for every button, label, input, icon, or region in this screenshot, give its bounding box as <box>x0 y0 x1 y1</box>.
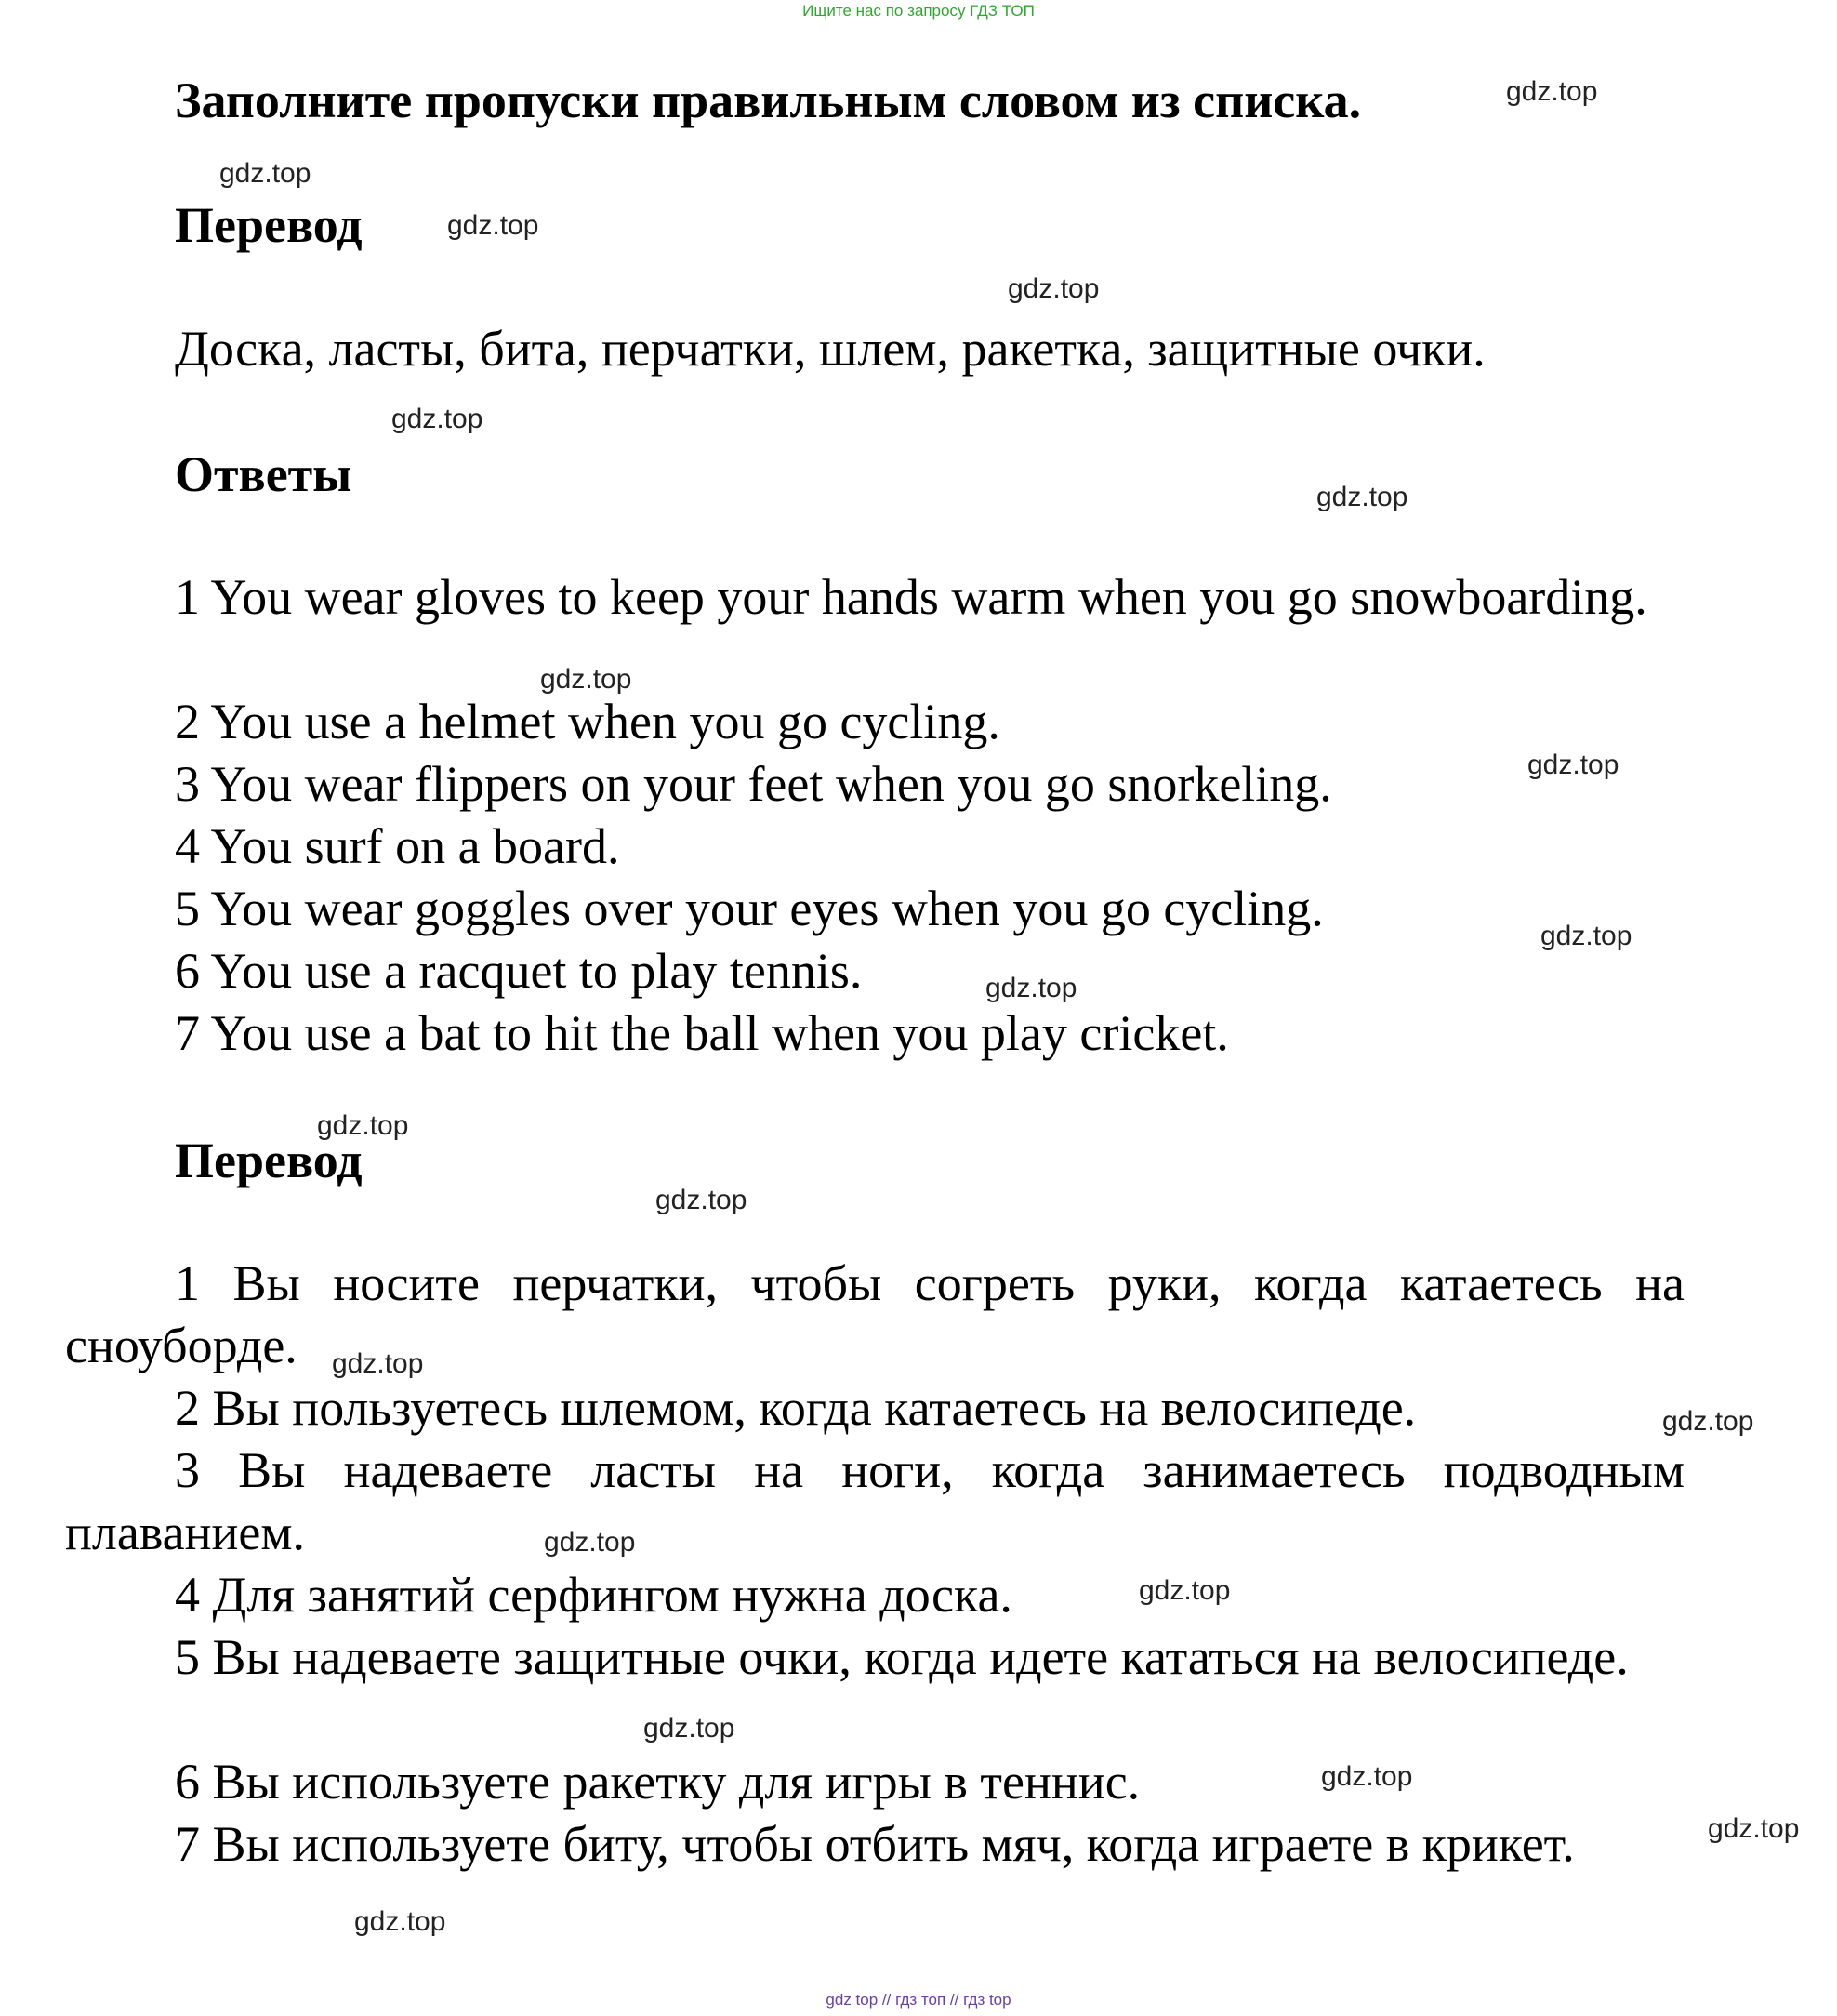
answer-item-6: 6 You use a racquet to play tennis. <box>175 943 863 999</box>
translation-item-2: 2 Вы пользуетесь шлемом, когда катаетесь на велосипеде. <box>175 1380 1417 1436</box>
watermark: gdz.top <box>643 1713 735 1744</box>
answer-item-7: 7 You use a bat to hit the ball when you play cricket. <box>175 1005 1229 1061</box>
watermark: gdz.top <box>655 1185 747 1215</box>
translation-item-3: 3 Вы надеваете ласты на ноги, когда занимаетесь подводным плаванием. <box>65 1442 1685 1560</box>
translation-item-6: 6 Вы используете ракетку для игры в теннис. <box>175 1754 1141 1810</box>
answers-heading: Ответы <box>175 446 352 502</box>
watermark: gdz.top <box>1321 1761 1413 1792</box>
task-title: Заполните пропуски правильным словом из списка. <box>175 73 1362 128</box>
site-banner: Ищите нас по запросу ГДЗ ТОП <box>802 2 1035 20</box>
watermark: gdz.top <box>540 664 632 695</box>
watermark: gdz.top <box>332 1348 424 1379</box>
translation-item-5: 5 Вы надеваете защитные очки, когда идете кататься на велосипеде. <box>175 1629 1629 1685</box>
answer-item-2: 2 You use a helmet when you go cycling. <box>175 694 1000 749</box>
watermark: gdz.top <box>544 1527 636 1558</box>
watermark: gdz.top <box>219 158 311 189</box>
word-list-translation: Доска, ласты, бита, перчатки, шлем, ракетка, защитные очки. <box>175 321 1486 377</box>
watermark: gdz.top <box>447 210 539 241</box>
site-footer: gdz top // гдз топ // гдз top <box>826 1991 1011 2009</box>
answers-translation-heading: Перевод <box>175 1133 363 1188</box>
watermark: gdz.top <box>317 1110 409 1141</box>
watermark: gdz.top <box>1540 921 1632 951</box>
watermark: gdz.top <box>1662 1406 1754 1437</box>
answer-item-4: 4 You surf on a board. <box>175 818 620 874</box>
answer-item-5: 5 You wear goggles over your eyes when you go cycling. <box>175 881 1324 936</box>
answer-item-3: 3 You wear flippers on your feet when you go snorkeling. <box>175 756 1332 812</box>
watermark: gdz.top <box>1506 76 1598 107</box>
watermark: gdz.top <box>1708 1813 1800 1844</box>
watermark: gdz.top <box>1139 1575 1231 1606</box>
translation-item-4: 4 Для занятий серфингом нужна доска. <box>175 1567 1012 1623</box>
translation-heading: Перевод <box>175 197 363 253</box>
watermark: gdz.top <box>985 973 1077 1003</box>
watermark: gdz.top <box>1008 273 1100 304</box>
watermark: gdz.top <box>1316 482 1408 512</box>
watermark: gdz.top <box>391 404 483 434</box>
translation-item-7: 7 Вы используете биту, чтобы отбить мяч, когда играете в крикет. <box>175 1816 1575 1872</box>
watermark: gdz.top <box>1527 749 1619 780</box>
watermark: gdz.top <box>354 1906 446 1937</box>
answer-item-1: 1 You wear gloves to keep your hands warm when you go snowboarding. <box>175 569 1647 625</box>
translation-item-1: 1 Вы носите перчатки, чтобы согреть руки, когда катаетесь на сноуборде. <box>65 1255 1685 1373</box>
